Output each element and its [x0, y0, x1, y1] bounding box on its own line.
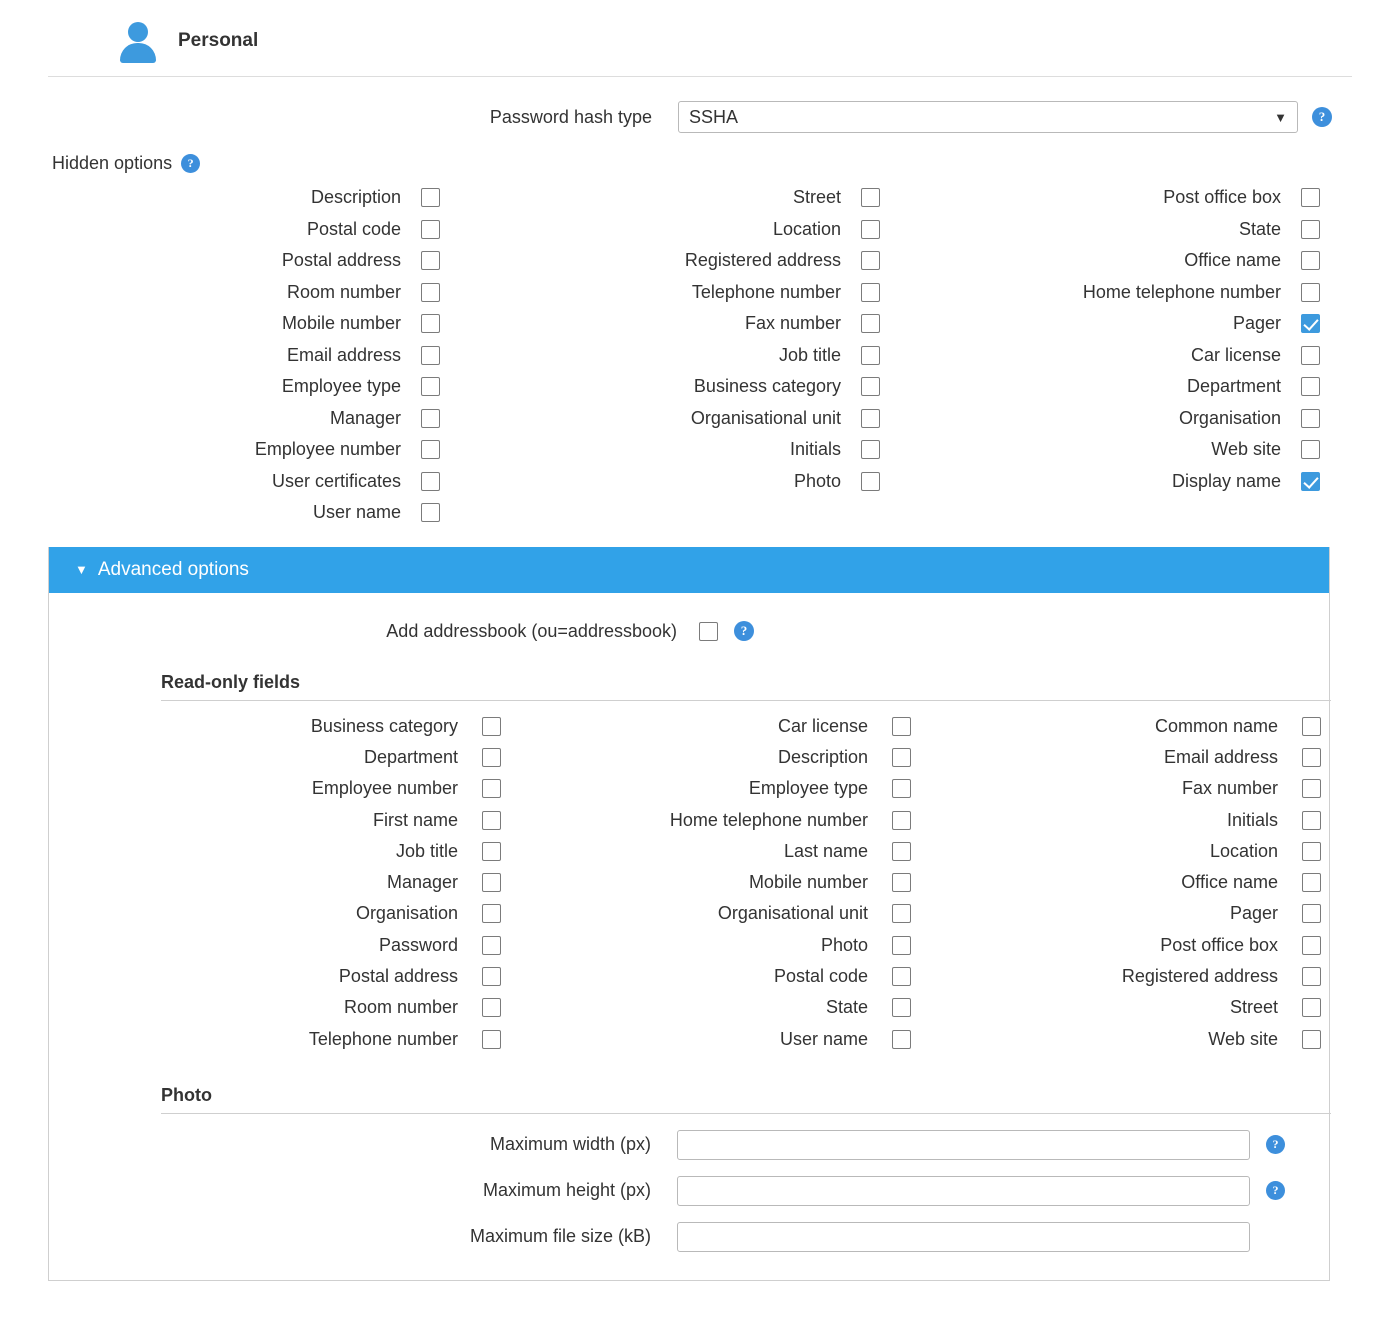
hidden-option-label: Home telephone number	[1082, 281, 1281, 302]
hidden-option-row	[0, 403, 440, 435]
password-hash-row	[0, 101, 1400, 133]
readonly-field-label: Registered address	[1121, 966, 1278, 987]
readonly-field-checkbox[interactable]	[892, 779, 911, 798]
hidden-option-checkbox[interactable]	[1301, 409, 1320, 428]
hidden-option-row	[0, 308, 440, 340]
photo-field-input[interactable]	[677, 1222, 1250, 1252]
hidden-option-checkbox[interactable]	[861, 440, 880, 459]
hidden-option-label: User certificates	[271, 470, 401, 491]
hidden-option-label: Post office box	[1163, 187, 1281, 208]
password-hash-label: Password hash type	[489, 106, 652, 127]
hidden-option-row	[0, 371, 440, 403]
advanced-options-title: Advanced options	[97, 558, 249, 580]
readonly-field-checkbox[interactable]	[1302, 717, 1321, 736]
advanced-options-body	[49, 621, 1329, 1280]
advanced-options-toggle[interactable]	[49, 547, 1329, 593]
readonly-field-label: Initials	[1226, 809, 1278, 830]
hidden-option-label: Employee number	[254, 439, 401, 460]
readonly-field-label: Department	[363, 746, 458, 767]
readonly-field-label: Telephone number	[308, 1028, 458, 1049]
readonly-field-checkbox[interactable]	[1302, 811, 1321, 830]
readonly-field-label: Pager	[1229, 903, 1278, 924]
readonly-field-row	[91, 773, 501, 804]
section-header	[48, 0, 1352, 77]
photo-field-input[interactable]	[677, 1176, 1250, 1206]
hidden-option-row	[440, 308, 880, 340]
hidden-options-label: Hidden options	[52, 153, 173, 173]
hidden-option-row	[880, 371, 1320, 403]
help-icon[interactable]: ?	[1266, 1181, 1285, 1200]
triangle-down-icon: ▼	[75, 562, 88, 577]
hidden-options-label-row	[0, 153, 1400, 174]
readonly-field-label: Organisation	[355, 903, 458, 924]
hidden-option-label: Employee type	[281, 376, 401, 397]
hidden-option-row	[0, 182, 440, 214]
hidden-option-row	[440, 340, 880, 372]
hidden-option-checkbox[interactable]	[1301, 440, 1320, 459]
photo-field-row	[49, 1176, 1329, 1206]
chevron-down-icon: ▼	[1274, 109, 1287, 125]
hidden-option-checkbox[interactable]	[421, 314, 440, 333]
readonly-field-checkbox[interactable]	[1302, 967, 1321, 986]
readonly-field-row	[91, 1023, 501, 1054]
readonly-field-row	[911, 711, 1321, 742]
hidden-option-row	[0, 245, 440, 277]
hidden-option-label: Postal address	[281, 250, 401, 271]
hidden-option-checkbox[interactable]	[861, 377, 880, 396]
photo-field-input[interactable]	[677, 1130, 1250, 1160]
hidden-option-label: Postal code	[306, 218, 401, 239]
readonly-field-label: Manager	[386, 872, 458, 893]
add-addressbook-label: Add addressbook (ou=addressbook)	[386, 620, 677, 641]
readonly-field-row	[501, 961, 911, 992]
photo-fields	[49, 1130, 1329, 1252]
readonly-field-label: Home telephone number	[669, 809, 868, 830]
hidden-option-label: Organisation	[1178, 407, 1281, 428]
hidden-option-label: Pager	[1232, 313, 1281, 334]
hidden-option-checkbox[interactable]	[421, 440, 440, 459]
photo-field-label: Maximum file size (kB)	[469, 1226, 651, 1247]
readonly-field-row	[501, 773, 911, 804]
hidden-option-row	[0, 466, 440, 498]
readonly-field-checkbox[interactable]	[482, 779, 501, 798]
readonly-field-label: Description	[777, 746, 868, 767]
readonly-field-label: Employee type	[748, 778, 868, 799]
page-title: Personal	[178, 30, 259, 51]
readonly-field-row	[501, 930, 911, 961]
readonly-field-checkbox[interactable]	[892, 748, 911, 767]
hidden-option-row	[440, 182, 880, 214]
readonly-field-row	[911, 836, 1321, 867]
readonly-field-checkbox[interactable]	[482, 842, 501, 861]
hidden-option-row	[440, 434, 880, 466]
readonly-field-checkbox[interactable]	[892, 873, 911, 892]
hidden-option-checkbox[interactable]	[421, 409, 440, 428]
hidden-option-row	[880, 403, 1320, 435]
readonly-field-checkbox[interactable]	[482, 717, 501, 736]
readonly-field-checkbox[interactable]	[1302, 1030, 1321, 1049]
readonly-field-checkbox[interactable]	[482, 748, 501, 767]
readonly-field-checkbox[interactable]	[1302, 873, 1321, 892]
photo-field-row	[49, 1130, 1329, 1160]
hidden-option-label: Telephone number	[691, 281, 841, 302]
hidden-option-label: Organisational unit	[690, 407, 841, 428]
photo-field-label: Maximum height (px)	[482, 1180, 651, 1201]
hidden-option-checkbox[interactable]	[421, 220, 440, 239]
readonly-field-checkbox[interactable]	[482, 904, 501, 923]
hidden-option-label: Car license	[1190, 344, 1281, 365]
readonly-field-label: Last name	[783, 840, 868, 861]
readonly-field-label: Office name	[1181, 872, 1278, 893]
readonly-field-row	[91, 711, 501, 742]
hidden-option-row	[0, 340, 440, 372]
readonly-field-label: Email address	[1163, 746, 1278, 767]
readonly-fields-title: Read-only fields	[161, 672, 1331, 701]
hidden-option-label: Description	[310, 187, 401, 208]
hidden-option-row	[440, 245, 880, 277]
photo-field-row	[49, 1222, 1329, 1252]
readonly-field-row	[91, 742, 501, 773]
hidden-option-checkbox[interactable]	[421, 377, 440, 396]
hidden-option-label: Web site	[1211, 439, 1281, 460]
hidden-option-checkbox[interactable]	[1301, 314, 1320, 333]
readonly-field-row	[911, 930, 1321, 961]
readonly-field-row	[91, 804, 501, 835]
hidden-option-label: Street	[792, 187, 841, 208]
readonly-field-label: Photo	[820, 934, 868, 955]
readonly-field-checkbox[interactable]	[1302, 748, 1321, 767]
readonly-field-row	[911, 898, 1321, 929]
readonly-field-checkbox[interactable]	[892, 842, 911, 861]
readonly-field-label: Fax number	[1181, 778, 1278, 799]
help-icon-placeholder	[1266, 1227, 1285, 1246]
readonly-field-label: Organisational unit	[717, 903, 868, 924]
hidden-option-checkbox[interactable]	[1301, 188, 1320, 207]
hidden-option-label: Office name	[1184, 250, 1281, 271]
hidden-option-row	[880, 214, 1320, 246]
hidden-option-row	[440, 403, 880, 435]
readonly-field-label: Street	[1229, 997, 1278, 1018]
hidden-option-row	[880, 340, 1320, 372]
add-addressbook-row	[49, 621, 1329, 642]
readonly-field-label: Job title	[395, 840, 458, 861]
hidden-option-checkbox[interactable]	[1301, 346, 1320, 365]
readonly-field-label: Employee number	[311, 778, 458, 799]
hidden-option-label: State	[1238, 218, 1281, 239]
hidden-option-row	[880, 308, 1320, 340]
readonly-field-label: State	[825, 997, 868, 1018]
hidden-option-row	[440, 371, 880, 403]
hidden-option-row	[0, 497, 440, 529]
readonly-field-checkbox[interactable]	[482, 998, 501, 1017]
hidden-option-row	[880, 245, 1320, 277]
hidden-options-grid	[0, 182, 1400, 529]
person-icon	[118, 18, 160, 64]
readonly-field-label: User name	[779, 1028, 868, 1049]
readonly-field-row	[501, 836, 911, 867]
hidden-option-checkbox[interactable]	[1301, 251, 1320, 270]
hidden-option-row	[440, 277, 880, 309]
hidden-option-checkbox[interactable]	[861, 251, 880, 270]
hidden-option-row	[0, 277, 440, 309]
photo-field-label: Maximum width (px)	[489, 1134, 651, 1155]
hidden-option-checkbox[interactable]	[1301, 283, 1320, 302]
readonly-field-row	[91, 930, 501, 961]
readonly-field-label: Password	[378, 934, 458, 955]
readonly-field-row	[91, 898, 501, 929]
readonly-field-row	[91, 992, 501, 1023]
help-icon[interactable]: ?	[734, 621, 754, 641]
hidden-option-checkbox[interactable]	[861, 188, 880, 207]
readonly-field-row	[501, 804, 911, 835]
hidden-option-label: Photo	[793, 470, 841, 491]
hidden-option-label: Email address	[286, 344, 401, 365]
hidden-option-label: Fax number	[744, 313, 841, 334]
readonly-field-row	[501, 742, 911, 773]
readonly-field-row	[911, 742, 1321, 773]
hidden-option-label: User name	[312, 502, 401, 523]
readonly-field-checkbox[interactable]	[892, 967, 911, 986]
hidden-option-label: Mobile number	[281, 313, 401, 334]
hidden-option-label: Initials	[789, 439, 841, 460]
hidden-option-checkbox[interactable]	[1301, 377, 1320, 396]
readonly-field-checkbox[interactable]	[1302, 779, 1321, 798]
hidden-option-checkbox[interactable]	[421, 251, 440, 270]
readonly-field-checkbox[interactable]	[1302, 904, 1321, 923]
readonly-field-row	[91, 961, 501, 992]
hidden-option-checkbox[interactable]	[421, 346, 440, 365]
readonly-field-checkbox[interactable]	[892, 717, 911, 736]
readonly-field-label: Business category	[310, 715, 458, 736]
readonly-field-row	[501, 711, 911, 742]
help-icon[interactable]: ?	[181, 154, 200, 173]
readonly-field-checkbox[interactable]	[482, 967, 501, 986]
hidden-option-row	[880, 434, 1320, 466]
hidden-option-checkbox[interactable]	[1301, 220, 1320, 239]
hidden-option-checkbox[interactable]	[421, 503, 440, 522]
readonly-field-label: Web site	[1208, 1028, 1278, 1049]
readonly-field-label: Post office box	[1160, 934, 1278, 955]
readonly-field-row	[911, 867, 1321, 898]
readonly-field-row	[911, 804, 1321, 835]
hidden-option-label: Business category	[693, 376, 841, 397]
readonly-field-label: Common name	[1154, 715, 1278, 736]
readonly-field-label: First name	[372, 809, 458, 830]
readonly-fields-grid	[49, 711, 1329, 1055]
readonly-field-label: Postal address	[338, 966, 458, 987]
photo-section-title: Photo	[161, 1085, 1331, 1114]
readonly-field-row	[911, 1023, 1321, 1054]
readonly-field-row	[501, 992, 911, 1023]
hidden-option-row	[440, 466, 880, 498]
hidden-option-checkbox[interactable]	[421, 188, 440, 207]
hidden-option-row	[0, 214, 440, 246]
hidden-option-checkbox[interactable]	[861, 346, 880, 365]
hidden-option-label: Department	[1186, 376, 1281, 397]
hidden-option-checkbox[interactable]	[861, 314, 880, 333]
readonly-field-label: Mobile number	[748, 872, 868, 893]
hidden-option-label: Display name	[1171, 470, 1281, 491]
readonly-field-checkbox[interactable]	[1302, 842, 1321, 861]
readonly-field-row	[501, 867, 911, 898]
readonly-field-label: Car license	[777, 715, 868, 736]
readonly-field-checkbox[interactable]	[892, 936, 911, 955]
readonly-field-label: Location	[1209, 840, 1278, 861]
readonly-field-checkbox[interactable]	[892, 904, 911, 923]
hidden-option-checkbox[interactable]	[421, 283, 440, 302]
hidden-option-label: Room number	[286, 281, 401, 302]
hidden-option-label: Manager	[329, 407, 401, 428]
readonly-field-checkbox[interactable]	[892, 1030, 911, 1049]
hidden-option-row	[0, 434, 440, 466]
hidden-option-checkbox[interactable]	[1301, 472, 1320, 491]
help-icon[interactable]: ?	[1312, 107, 1332, 127]
readonly-field-checkbox[interactable]	[482, 936, 501, 955]
readonly-field-row	[911, 961, 1321, 992]
readonly-field-row	[91, 867, 501, 898]
hidden-option-row	[880, 277, 1320, 309]
readonly-field-row	[91, 836, 501, 867]
hidden-option-checkbox[interactable]	[861, 472, 880, 491]
hidden-option-label: Location	[772, 218, 841, 239]
readonly-field-row	[911, 773, 1321, 804]
password-hash-select[interactable]	[678, 101, 1298, 133]
hidden-option-label: Job title	[778, 344, 841, 365]
readonly-field-row	[501, 1023, 911, 1054]
add-addressbook-checkbox[interactable]	[699, 622, 718, 641]
hidden-option-checkbox[interactable]	[861, 283, 880, 302]
readonly-field-label: Postal code	[773, 966, 868, 987]
hidden-option-row	[440, 214, 880, 246]
readonly-field-checkbox[interactable]	[1302, 936, 1321, 955]
hidden-option-checkbox[interactable]	[421, 472, 440, 491]
hidden-option-checkbox[interactable]	[861, 409, 880, 428]
readonly-field-checkbox[interactable]	[1302, 998, 1321, 1017]
readonly-field-checkbox[interactable]	[482, 1030, 501, 1049]
readonly-field-row	[911, 992, 1321, 1023]
hidden-option-row	[880, 466, 1320, 498]
readonly-field-checkbox[interactable]	[482, 811, 501, 830]
help-icon[interactable]: ?	[1266, 1135, 1285, 1154]
hidden-option-checkbox[interactable]	[861, 220, 880, 239]
readonly-field-checkbox[interactable]	[482, 873, 501, 892]
readonly-field-label: Room number	[343, 997, 458, 1018]
hidden-option-label: Registered address	[684, 250, 841, 271]
advanced-options-panel	[48, 547, 1330, 1281]
readonly-field-row	[501, 898, 911, 929]
password-hash-value: SSHA	[689, 106, 739, 127]
readonly-field-checkbox[interactable]	[892, 998, 911, 1017]
hidden-option-row	[880, 182, 1320, 214]
readonly-field-checkbox[interactable]	[892, 811, 911, 830]
